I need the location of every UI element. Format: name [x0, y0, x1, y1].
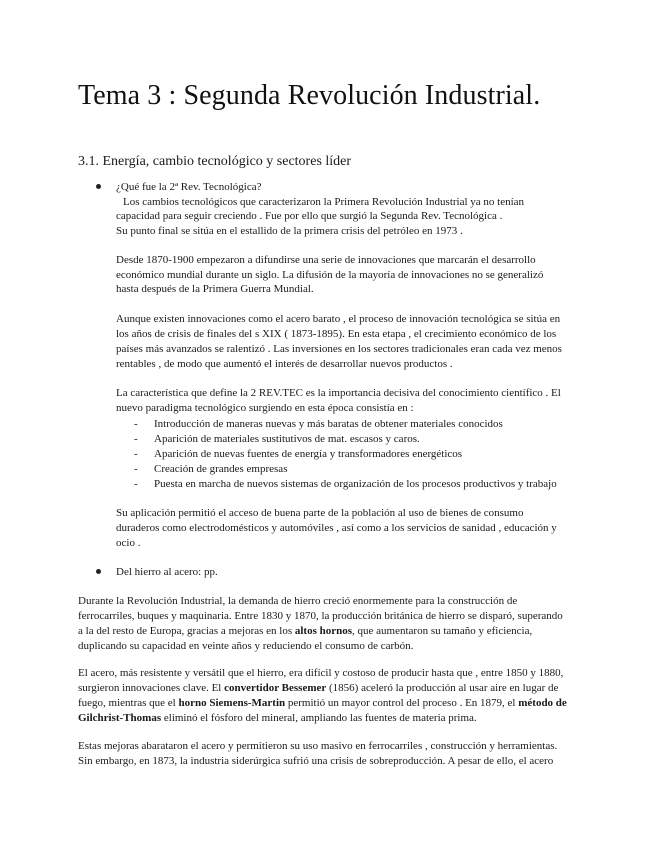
- bold-term: Gilchrist-Thomas: [78, 712, 162, 724]
- paragraph-line: duraderos como electrodomésticos y automóviles , así como a los servicios de sanidad , educación y: [116, 522, 557, 534]
- paragraph-line: [78, 696, 567, 710]
- list-dash: -: [134, 478, 138, 490]
- paragraph-line: países más avanzados se ralentizó . Las inversiones en los sectores tradicionales eran cada vez menos: [116, 343, 562, 355]
- list-dash: -: [134, 433, 138, 445]
- paragraph-line: Su punto final se sitúa en el estallido de la primera crisis del petróleo en 1973 .: [116, 225, 463, 237]
- bullet-heading: Del hierro al acero: pp.: [116, 566, 218, 578]
- paragraph-line: económico mundial durante un siglo. La difusión de la mayoría de innovaciones no se generalizó: [116, 269, 544, 281]
- paragraph-line: ocio .: [116, 537, 141, 549]
- paragraph-line: El acero, más resistente y versátil que el hierro, era difícil y costoso de producir hasta que , entre 1850 y 1880,: [78, 667, 564, 679]
- paragraph-line: Aunque existen innovaciones como el acero barato , el proceso de innovación tecnológica se sitúa en: [116, 313, 561, 325]
- paragraph-line: capacidad para seguir creciendo . Fue por ello que surgió la Segunda Rev. Tecnológica .: [116, 210, 503, 222]
- bullet-heading: ¿Qué fue la 2ª Rev. Tecnológica?: [116, 181, 262, 193]
- paragraph-line: hasta después de la Primera Guerra Mundial.: [116, 283, 314, 295]
- text-run: a la del resto de Europa, gracias a mejoras en los: [78, 625, 295, 637]
- list-item: Aparición de materiales sustitutivos de mat. escasos y caros.: [154, 433, 420, 445]
- bold-term: horno Siemens-Martin: [178, 697, 286, 709]
- paragraph-line: [78, 711, 477, 725]
- paragraph-line: Su aplicación permitió el acceso de buena parte de la población al uso de bienes de consumo: [116, 507, 524, 519]
- paragraph-line: Estas mejoras abarataron el acero y permitieron su uso masivo en ferrocarriles , construcción y herramientas.: [78, 740, 558, 752]
- list-item: Creación de grandes empresas: [154, 463, 288, 475]
- text-run: eliminó el fósforo del mineral, ampliando las fuentes de materia prima.: [161, 712, 477, 724]
- bold-term: método de: [518, 697, 567, 709]
- paragraph-line: duplicando su capacidad en veinte años y reduciendo el consumo de carbón.: [78, 640, 414, 652]
- paragraph-line: Los cambios tecnológicos que caracterizaron la Primera Revolución Industrial ya no tenían: [123, 196, 525, 208]
- bullet-dot: [96, 569, 101, 574]
- paragraph-line: Durante la Revolución Industrial, la demanda de hierro creció enormemente para la construcción de: [78, 595, 518, 607]
- paragraph-line: [78, 624, 532, 638]
- list-item: Puesta en marcha de nuevos sistemas de organización de los procesos productivos y trabajo: [154, 478, 557, 490]
- list-dash: -: [134, 418, 138, 430]
- text-run: , que aumentaron su tamaño y eficiencia,: [352, 625, 533, 637]
- page-title: Tema 3 : Segunda Revolución Industrial.: [78, 80, 541, 111]
- paragraph-line: nuevo paradigma tecnológico surgiendo en esta época consistía en :: [116, 402, 414, 414]
- bold-term: convertidor Bessemer: [224, 682, 327, 694]
- bold-term: altos hornos: [294, 625, 353, 637]
- paragraph-line: rentables , de modo que aumentó el interés de desarrollar nuevos productos .: [116, 358, 453, 370]
- list-item: Introducción de maneras nuevas y más baratas de obtener materiales conocidos: [154, 418, 503, 430]
- section-heading: 3.1. Energía, cambio tecnológico y sectores líder: [78, 154, 352, 169]
- text-run: surgieron innovaciones clave. El: [78, 682, 225, 694]
- paragraph-line: los años de crisis de finales del s XIX ( 1873-1895). En esta etapa , el crecimiento económico de los: [116, 328, 557, 340]
- text-run: fuego, mientras que el: [78, 697, 179, 709]
- list-item: Aparición de nuevas fuentes de energía y transformadores energéticos: [154, 448, 463, 460]
- paragraph-line: ferrocarriles, buques y maquinaria. Entre 1830 y 1870, la producción británica de hierro se disparó, superando: [78, 610, 563, 622]
- paragraph-line: Sin embargo, en 1873, la industria siderúrgica sufrió una crisis de sobreproducción. A pesar de ello, el acero: [78, 755, 554, 767]
- paragraph-line: La característica que define la 2 REV.TEC es la importancia decisiva del conocimiento científico . El: [116, 387, 561, 399]
- bullet-dot: [96, 184, 101, 189]
- text-run: permitió un mayor control del proceso . En 1879, el: [285, 697, 519, 709]
- list-dash: -: [134, 463, 138, 475]
- text-run: (1856) aceleró la producción al usar aire en lugar de: [326, 682, 559, 694]
- paragraph-line: [78, 681, 558, 695]
- list-dash: -: [134, 448, 138, 460]
- paragraph-line: Desde 1870-1900 empezaron a difundirse una serie de innovaciones que marcarán el desarrollo: [116, 254, 536, 266]
